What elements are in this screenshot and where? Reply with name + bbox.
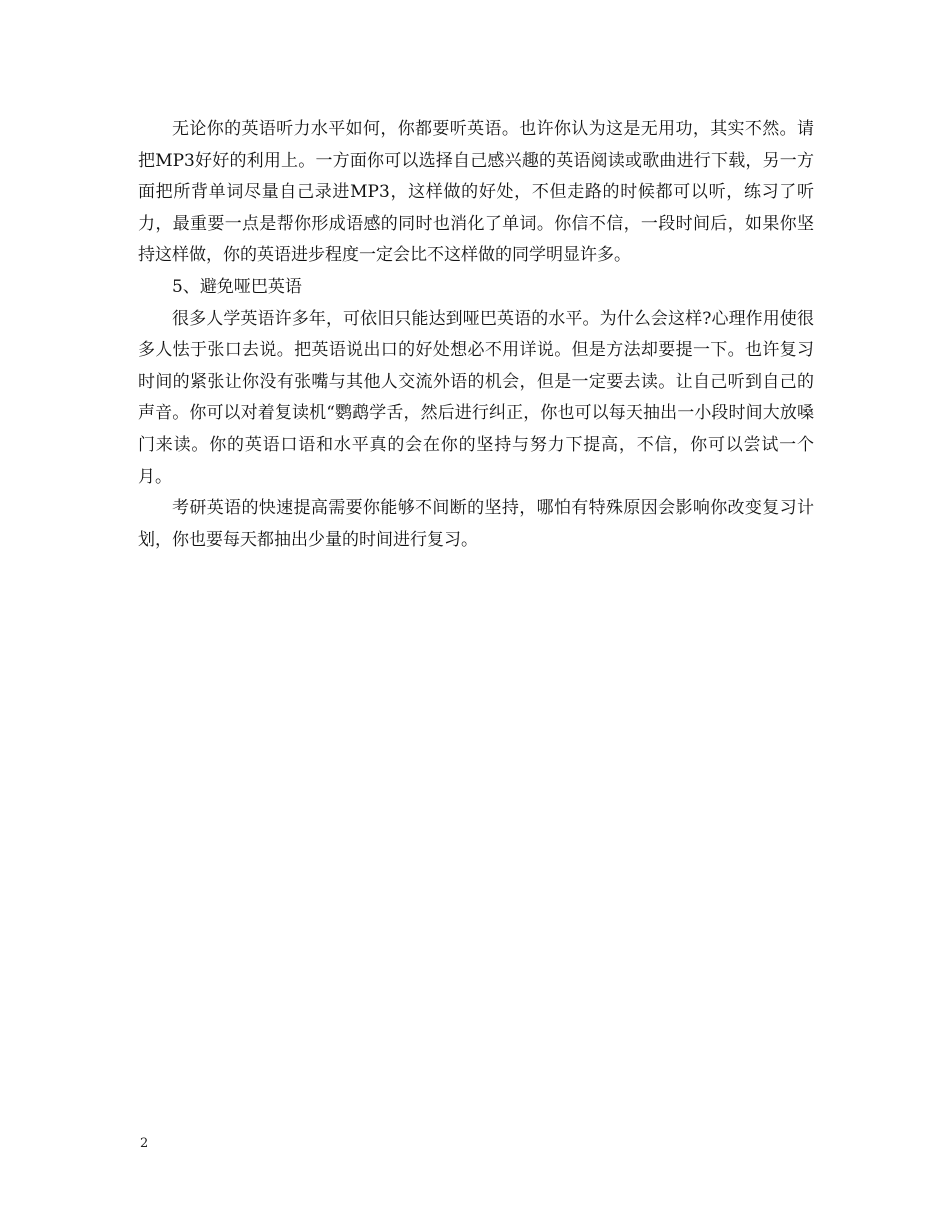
paragraph-conclusion: 考研英语的快速提高需要你能够不间断的坚持，哪怕有特殊原因会影响你改变复习计划，你也要每天都抽出少量的时间进行复习。 bbox=[138, 498, 814, 550]
paragraph-listening-practice: 无论你的英语听力水平如何，你都要听英语。也许你认为这是无用功，其实不然。请把MP3好好的利用上。一方面你可以选择自己感兴趣的英语阅读或歌曲进行下载，另一方面把所背单词尽量自己录进MP3，这样做的好处，不但走路的时候都可以听，练习了听力，最重要一点是帮你形成语感的同时也消化了单词。你信不信，一段时间后，如果你坚持这样做，你的英语进步程度一定会比不这样做的同学明显许多。 bbox=[138, 119, 814, 266]
page-number: 2 bbox=[140, 1136, 149, 1151]
section-heading-avoid-mute-english: 5、避免哑巴英语 bbox=[172, 276, 302, 297]
paragraph-speaking-practice: 很多人学英语许多年，可依旧只能达到哑巴英语的水平。为什么会这样?心理作用使很多人怯于张口去说。把英语说出口的好处想必不用详说。但是方法却要提一下。也许复习时间的紧张让你没有张嘴与其他人交流外语的机会，但是一定要去读。让自己听到自己的声音。你可以对着复读机“鹦鹉学舌，然后进行纠正，你也可以每天抽出一小段时间大放嗓门来读。你的英语口语和水平真的会在你的坚持与努力下提高，不信，你可以尝试一个月。 bbox=[138, 308, 814, 487]
document-body bbox=[138, 114, 814, 556]
